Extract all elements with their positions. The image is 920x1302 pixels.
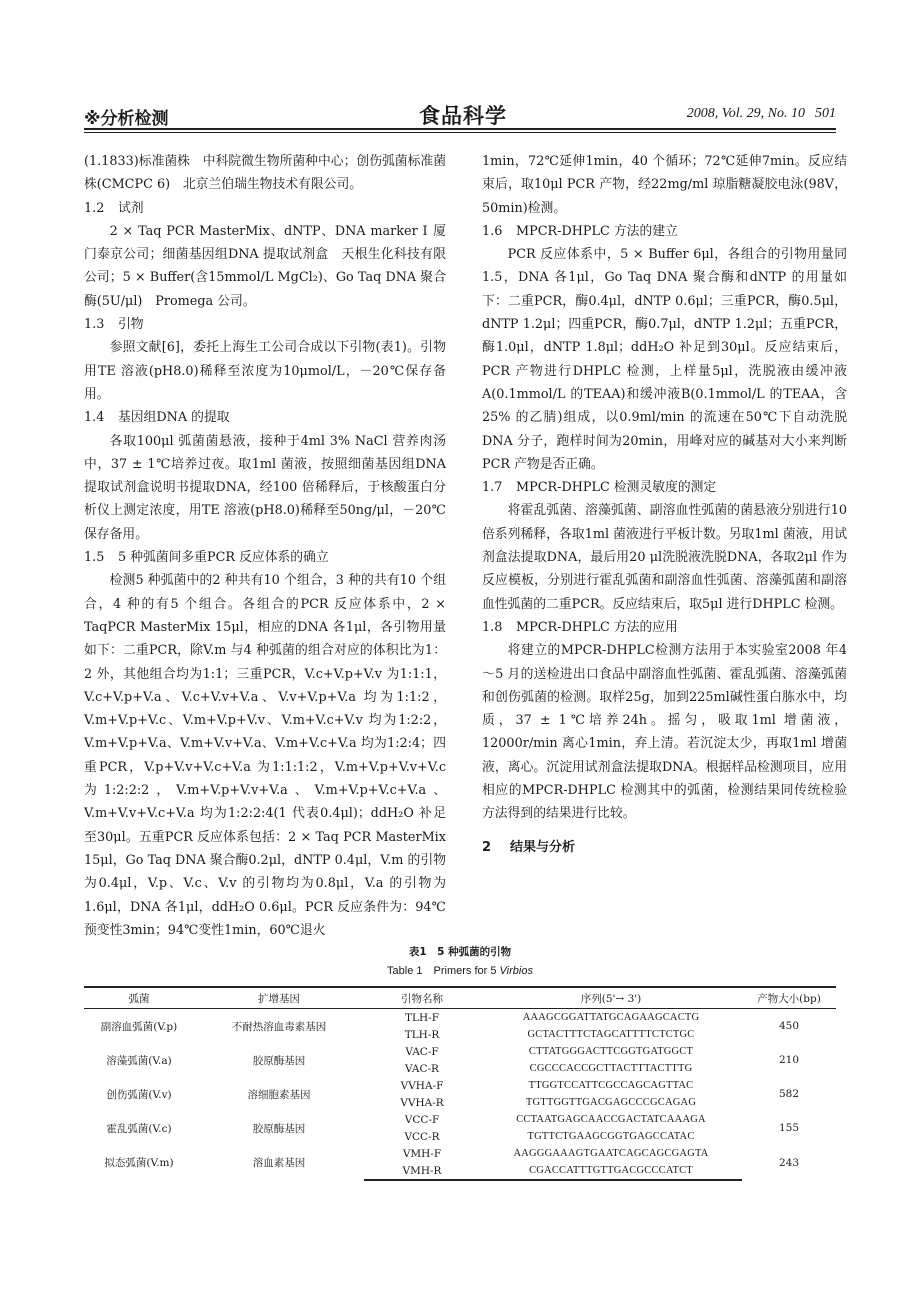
section-title: 基因组DNA 的提取	[118, 410, 230, 426]
section-heading	[482, 220, 847, 243]
table-caption-en-italic: Virbios	[499, 965, 533, 977]
gene-cell: 溶细胞素基因	[247, 1088, 311, 1101]
section-title: 5 种弧菌间多重PCR 反应体系的确立	[118, 550, 329, 566]
primer-name-cell: VMH-F	[402, 1147, 442, 1160]
product-size-cell: 243	[778, 1156, 800, 1169]
section-number: 1.5	[84, 550, 105, 566]
header-rule-thin	[84, 132, 836, 133]
primer-name-cell: VMH-R	[364, 1162, 480, 1180]
sequence-cell: CCTAATGAGCAACCGACTATCAAAGA	[516, 1114, 706, 1125]
primer-name-cell: VCC-R	[404, 1130, 440, 1143]
section-number: 1.4	[84, 410, 105, 426]
paragraph: PCR 反应体系中，5 × Buffer 6μl，各组合的引物用量同1.5，DNA 各1μl，Go Taq DNA 聚合酶和dNTP 的用量如下：二重PCR，酶0.4μl，dNTP 0.6μl；三重PCR，酶0.5μl，dNTP 1.2μl；四重PCR，酶0.7μl，dNTP 1.2μl；五重PCR，酶1.0μl，dNTP 1.8μl；ddH₂O 补足到30μl。反应结束后，PCR 产物进行DHPLC 检测，上样量5μl，洗脱液由缓冲液A(0.1mmol/L 的TEAA)和缓冲液B(0.1mmol/L 的TEAA，含25% 的乙腈)组成，以0.9ml/min 的流速在50℃下自动洗脱DNA 分子，跑样时间为20min，用峰对应的碱基对大小来判断PCR 产物是否正确。	[482, 247, 847, 472]
sequence-cell: AAAGCGGATTATGCAGAAGCACTG	[522, 1012, 700, 1023]
sequence-cell: CTTATGGGACTTCGGTGATGGCT	[528, 1046, 694, 1057]
paragraph: 将霍乱弧菌、溶藻弧菌、副溶血性弧菌的菌悬液分别进行10 倍系列稀释，各取1ml 菌液进行平板计数。另取1ml 菌液，用试剂盒法提取DNA，最后用20 μl洗脱液洗脱DNA，各取2μl 作为反应模板，分别进行霍乱弧菌和副溶血性弧菌、溶藻弧菌和副溶血性弧菌的二重PCR。反应结束后，取5μl 进行DHPLC 检测。	[482, 503, 847, 612]
table-header: 引物名称	[364, 987, 480, 1009]
primer-name-cell: VAC-R	[405, 1062, 439, 1075]
sequence-cell: GCTACTTTCTAGCATTTTCTCTGC	[527, 1029, 695, 1040]
primer-name-cell: TLH-F	[405, 1011, 439, 1024]
section-number: 1.7	[482, 480, 503, 496]
paragraph: 将建立的MPCR-DHPLC检测方法用于本实验室2008 年4～5 月的送检进出口食品中副溶血性弧菌、霍乱弧菌、溶藻弧菌和创伤弧菌的检测。取样25g，加到225ml碱性蛋白胨水中，均质，37 ± 1℃培养24h。摇匀，吸取1ml 增菌液，12000r/min 离心1min，弃上清。若沉淀太少，再取1ml 增菌液，离心。沉淀用试剂盒法提取DNA。根据样品检测项目，应用相应的MPCR-DHPLC 检测其中的弧菌，检测结果同传统检验方法得到的结果进行比较。	[482, 643, 847, 822]
gene-cell: 不耐热溶血毒素基因	[231, 1020, 327, 1033]
primer-name-cell: VCC-F	[404, 1113, 440, 1126]
paragraph: 2 × Taq PCR MasterMix、dNTP、DNA marker Ⅰ 厦门泰京公司；细菌基因组DNA 提取试剂盒 天根生化科技有限公司；5 × Buffer(含15mmol/L MgCl₂)、Go Taq DNA 聚合酶(5U/μl) Promega 公司。	[84, 223, 446, 309]
section-heading	[84, 406, 446, 429]
sequence-cell: TTGGTCCATTCGCCAGCAGTTAC	[528, 1080, 694, 1091]
section-number: 2	[482, 839, 492, 855]
table-row	[84, 1145, 836, 1162]
section-heading	[84, 546, 446, 569]
section-title: 结果与分析	[510, 839, 576, 855]
section-number: 1.3	[84, 317, 105, 333]
section-heading	[84, 197, 446, 220]
product-size-cell: 582	[778, 1088, 800, 1100]
primer-name-cell: VVHA-R	[400, 1096, 444, 1109]
citation-volume: 2008, Vol. 29, No. 10	[686, 106, 805, 121]
table-row	[84, 1009, 836, 1027]
section-heading	[482, 616, 847, 639]
table-caption-en	[84, 962, 836, 978]
section-number: 1.8	[482, 619, 503, 635]
table-header-row	[84, 987, 836, 1009]
section-title: 引物	[118, 317, 144, 333]
paragraph: 参照文献[6]，委托上海生工公司合成以下引物(表1)。引物用TE 溶液(pH8.0)稀释至浓度为10μmol/L，－20℃保存备用。	[84, 340, 446, 402]
section-label: ※分析检测	[84, 109, 169, 129]
sequence-cell: TGTTGGTTGACGAGCCCGCAGAG	[525, 1097, 697, 1108]
section-heading	[84, 313, 446, 336]
table-header: 产物大小(bp)	[742, 987, 836, 1009]
paragraph: 各取100μl 弧菌菌悬液，接种于4ml 3% NaCl 营养肉汤中，37 ± 1℃培养过夜。取1ml 菌液，按照细菌基因组DNA 提取试剂盒说明书提取DNA，经100 倍稀释后，于核酸蛋白分析仪上测定浓度，用TE 溶液(pH8.0)稀释至50ng/μl，－20℃保存备用。	[84, 433, 446, 542]
header-rule-thick	[84, 128, 836, 130]
species-cell: 创伤弧菌(V.v)	[106, 1088, 172, 1101]
primer-name-cell: VAC-F	[405, 1045, 439, 1058]
table-header: 弧菌	[84, 987, 194, 1009]
journal-title: 食品科学	[419, 104, 507, 128]
product-size-cell: 450	[778, 1020, 800, 1032]
table-row	[84, 1111, 836, 1128]
section-number: 1.2	[84, 200, 105, 216]
primer-name-cell: TLH-R	[404, 1028, 440, 1041]
left-column	[84, 150, 446, 942]
section-title: 试剂	[118, 200, 144, 216]
paragraph: 1min，72℃延伸1min，40 个循环；72℃延伸7min。反应结束后，取10μl PCR 产物，经22mg/ml 琼脂糖凝胶电泳(98V，50min)检测。	[482, 154, 847, 216]
table-caption-en-text: Table 1 Primers for 5	[387, 965, 500, 977]
sequence-cell: CGACCATTTGTTGACGCCCATCT	[480, 1162, 742, 1180]
table-caption-cn: 表1 5 种弧菌的引物	[408, 946, 512, 958]
species-cell: 霍乱弧菌(V.c)	[106, 1122, 172, 1135]
species-cell: 副溶血弧菌(V.p)	[100, 1020, 178, 1033]
primer-name-cell: VVHA-F	[400, 1079, 444, 1092]
section-heading	[482, 476, 847, 499]
primer-table	[84, 986, 836, 1181]
table-header: 序列(5'→ 3')	[480, 987, 742, 1009]
section-heading	[482, 836, 847, 859]
page-number: 501	[815, 106, 836, 121]
table-row	[84, 1077, 836, 1094]
section-title: MPCR-DHPLC 方法的应用	[516, 619, 678, 635]
species-cell: 溶藻弧菌(V.a)	[106, 1054, 172, 1067]
gene-cell: 胶原酶基因	[252, 1122, 306, 1135]
gene-cell: 胶原酶基因	[252, 1054, 306, 1067]
sequence-cell: TGTTCTGAAGCGGTGAGCCATAC	[527, 1131, 695, 1142]
product-size-cell: 155	[778, 1122, 800, 1134]
species-cell: 拟态弧菌(V.m)	[104, 1157, 174, 1169]
running-header	[84, 100, 836, 130]
gene-cell: 溶血素基因	[252, 1157, 306, 1169]
sequence-cell: AAGGGAAAGTGAATCAGCAGCGAGTA	[513, 1148, 709, 1159]
product-size-cell: 210	[778, 1054, 800, 1066]
table-header: 扩增基因	[194, 987, 364, 1009]
section-title: MPCR-DHPLC 检测灵敏度的测定	[516, 480, 717, 496]
section-title: MPCR-DHPLC 方法的建立	[516, 223, 678, 239]
right-column	[482, 150, 847, 859]
paragraph: (1.1833)标准菌株 中科院微生物所菌种中心；创伤弧菌标准菌株(CMCPC 6) 北京兰伯瑞生物技术有限公司。	[84, 154, 446, 193]
section-number: 1.6	[482, 223, 503, 239]
table-row	[84, 1043, 836, 1060]
paragraph: 检测5 种弧菌中的2 种共有10 个组合，3 种的共有10 个组合，4 种的有5 个组合。各组合的PCR 反应体系中，2 × TaqPCR MasterMix 15μl，相应的DNA 各1μl，各引物用量如下：二重PCR，除V.m 与4 种弧菌的组合对应的体积比为1：2 外，其他组合均为1:1；三重PCR，V.c+V.p+V.v 为1:1:1，V.c+V.p+V.a、V.c+V.v+V.a、V.v+V.p+V.a 均为1:1:2，V.m+V.p+V.c、V.m+V.p+V.v、V.m+V.c+V.v 均为1:2:2，V.m+V.p+V.a、V.m+V.v+V.a、V.m+V.c+V.a 均为1:2:4；四重PCR，V.p+V.v+V.c+V.a 为1:1:1:2，V.m+V.p+V.v+V.c 为1:2:2:2，V.m+V.p+V.v+V.a、V.m+V.p+V.c+V.a、V.m+V.v+V.c+V.a 均为1:2:2:4(1 代表0.4μl)；ddH₂O 补足至30μl。五重PCR 反应体系包括：2 × Taq PCR MasterMix 15μl，Go Taq DNA 聚合酶0.2μl，dNTP 0.4μl，V.m 的引物为0.4μl，V.p、V.c、V.v 的引物均为0.8μl，V.a 的引物为1.6μl，DNA 各1μl，ddH₂O 0.6μl。PCR 反应条件为：94℃预变性3min；94℃变性1min，60℃退火	[84, 573, 446, 938]
citation	[687, 106, 836, 122]
sequence-cell: CGCCCACCGCTTACTTTACTTTG	[529, 1063, 693, 1074]
